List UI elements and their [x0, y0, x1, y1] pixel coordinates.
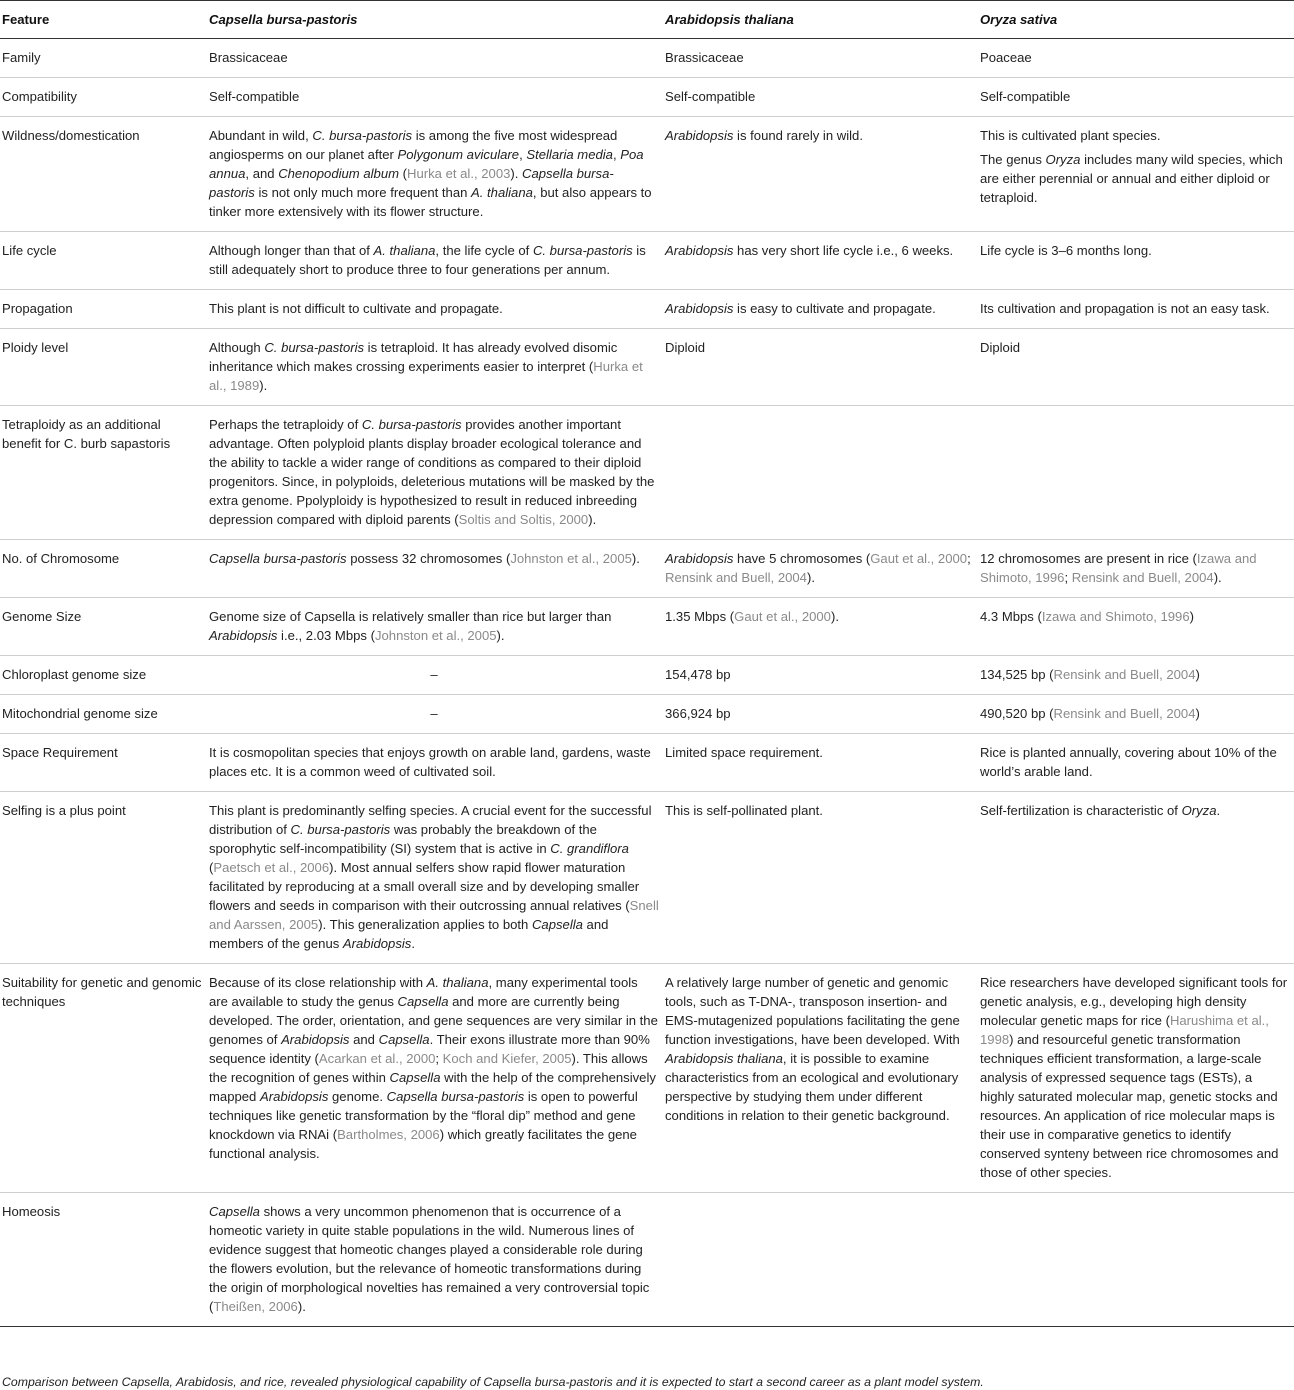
row-label: Tetraploidy as an additional benefit for C. burb sapastoris — [0, 406, 207, 540]
capsella-cell: – — [207, 695, 663, 734]
capsella-cell: This plant is predominantly selfing species. A crucial event for the successful distribution of C. bursa-pastoris was probably the breakdown of the sporophytic self-incompatibility (SI) system that is active in C. grandiflora (Paetsch et al., 2006). Most annual selfers show rapid flower maturation facilitated by reproducing at a small overall size and by developing smaller flowers and seeds in comparison with their outcrossing annual relatives (Snell and Aarssen, 2005). This generalization applies to both Capsella and members of the genus Arabidopsis. — [207, 792, 663, 964]
table-row — [0, 656, 1294, 695]
header-feature: Feature — [0, 1, 207, 39]
row-label: Chloroplast genome size — [0, 656, 207, 695]
table-row — [0, 1193, 1294, 1327]
capsella-cell: It is cosmopolitan species that enjoys growth on arable land, gardens, waste places etc. It is a common weed of cultivated soil. — [207, 734, 663, 792]
arabidopsis-cell: Arabidopsis has very short life cycle i.e., 6 weeks. — [663, 232, 978, 290]
row-label: Ploidy level — [0, 329, 207, 406]
table-row — [0, 598, 1294, 656]
citation-link[interactable]: Gaut et al., 2000 — [734, 609, 831, 624]
oryza-cell: Poaceae — [978, 39, 1294, 78]
capsella-cell: Capsella bursa-pastoris possess 32 chromosomes (Johnston et al., 2005). — [207, 540, 663, 598]
citation-link[interactable]: Hurka et al., 2003 — [407, 166, 511, 181]
citation-link[interactable]: Izawa and Shimoto, 1996 — [980, 551, 1257, 585]
oryza-cell: Rice researchers have developed significant tools for genetic analysis, e.g., developing high density molecular genetic maps for rice (Harushima et al., 1998) and resourceful genetic transformation techniques efficient transformation, a large-scale analysis of expressed sequence tags (ESTs), a highly saturated molecular map, genetic stocks and resources. An application of rice molecular maps is their use in comparative genetics to identify conserved synteny between rice chromosomes and those of other species. — [978, 964, 1294, 1193]
oryza-cell: 4.3 Mbps (Izawa and Shimoto, 1996) — [978, 598, 1294, 656]
oryza-cell: 12 chromosomes are present in rice (Izawa and Shimoto, 1996; Rensink and Buell, 2004). — [978, 540, 1294, 598]
citation-link[interactable]: Soltis and Soltis, 2000 — [458, 512, 589, 527]
row-label: No. of Chromosome — [0, 540, 207, 598]
oryza-cell — [978, 406, 1294, 540]
header-oryza: Oryza sativa — [978, 1, 1294, 39]
citation-link[interactable]: Bartholmes, 2006 — [337, 1127, 440, 1142]
arabidopsis-cell — [663, 406, 978, 540]
oryza-cell: Diploid — [978, 329, 1294, 406]
row-label: Selfing is a plus point — [0, 792, 207, 964]
capsella-cell: Abundant in wild, C. bursa-pastoris is among the five most widespread angiosperms on our planet after Polygonum aviculare, Stellaria media, Poa annua, and Chenopodium album (Hurka et al., 2003). Capsella bursa-pastoris is not only much more frequent than A. thaliana, but also appears to tinker more extensively with its flower structure. — [207, 117, 663, 232]
arabidopsis-cell: Arabidopsis is easy to cultivate and propagate. — [663, 290, 978, 329]
arabidopsis-cell: 366,924 bp — [663, 695, 978, 734]
citation-link[interactable]: Johnston et al., 2005 — [510, 551, 632, 566]
table-row — [0, 78, 1294, 117]
capsella-cell: This plant is not difficult to cultivate and propagate. — [207, 290, 663, 329]
oryza-cell: Life cycle is 3–6 months long. — [978, 232, 1294, 290]
capsella-cell: – — [207, 656, 663, 695]
row-label: Homeosis — [0, 1193, 207, 1327]
row-label: Space Requirement — [0, 734, 207, 792]
citation-link[interactable]: Theißen, 2006 — [213, 1299, 298, 1314]
citation-link[interactable]: Paetsch et al., 2006 — [213, 860, 330, 875]
table-row — [0, 406, 1294, 540]
oryza-cell: Its cultivation and propagation is not an easy task. — [978, 290, 1294, 329]
header-capsella: Capsella bursa-pastoris — [207, 1, 663, 39]
arabidopsis-cell: 1.35 Mbps (Gaut et al., 2000). — [663, 598, 978, 656]
table-row — [0, 232, 1294, 290]
row-label: Wildness/domestication — [0, 117, 207, 232]
capsella-cell: Although longer than that of A. thaliana, the life cycle of C. bursa-pastoris is still adequately short to produce three to four generations per annum. — [207, 232, 663, 290]
row-label: Life cycle — [0, 232, 207, 290]
citation-link[interactable]: Harushima et al., 1998 — [980, 1013, 1269, 1047]
row-label: Propagation — [0, 290, 207, 329]
arabidopsis-cell: Diploid — [663, 329, 978, 406]
arabidopsis-cell — [663, 1193, 978, 1327]
citation-link[interactable]: Gaut et al., 2000 — [870, 551, 968, 566]
arabidopsis-cell: This is self-pollinated plant. — [663, 792, 978, 964]
capsella-cell: Perhaps the tetraploidy of C. bursa-pastoris provides another important advantage. Often polyploid plants display broader ecological tolerance and the ability to tackle a wider range of conditions as compared to their diploid progenitors. Since, in polyploids, deleterious mutations will be masked by the extra genome. Ppolyploidy is hypothesized to result in reduced inbreeding depression compared with diploid parents (Soltis and Soltis, 2000). — [207, 406, 663, 540]
oryza-cell: 134,525 bp (Rensink and Buell, 2004) — [978, 656, 1294, 695]
table-row — [0, 734, 1294, 792]
header-arabidopsis: Arabidopsis thaliana — [663, 1, 978, 39]
row-label: Compatibility — [0, 78, 207, 117]
oryza-cell: Self-fertilization is characteristic of Oryza. — [978, 792, 1294, 964]
table-row — [0, 540, 1294, 598]
oryza-cell: Rice is planted annually, covering about 10% of the world’s arable land. — [978, 734, 1294, 792]
arabidopsis-cell: A relatively large number of genetic and genomic tools, such as T-DNA-, transposon insertion- and EMS-mutagenized populations facilitating the gene function investigations, have been developed. With Arabidopsis thaliana, it is possible to examine characteristics from an ecological and evolutionary perspective by studying them under different conditions in relation to their genetic background. — [663, 964, 978, 1193]
table-row — [0, 329, 1294, 406]
arabidopsis-cell: Arabidopsis is found rarely in wild. — [663, 117, 978, 232]
capsella-cell: Self-compatible — [207, 78, 663, 117]
capsella-cell: Because of its close relationship with A. thaliana, many experimental tools are available to study the genus Capsella and more are currently being developed. The order, orientation, and gene sequences are very similar in the genomes of Arabidopsis and Capsella. Their exons illustrate more than 90% sequence identity (Acarkan et al., 2000; Koch and Kiefer, 2005). This allows the recognition of genes within Capsella with the help of the comprehensively mapped Arabidopsis genome. Capsella bursa-pastoris is open to powerful techniques like genetic transformation by the “floral dip” method and gene knockdown via RNAi (Bartholmes, 2006) which greatly facilitates the gene functional analysis. — [207, 964, 663, 1193]
arabidopsis-cell: 154,478 bp — [663, 656, 978, 695]
table-caption: Comparison between Capsella, Arabidosis, and rice, revealed physiological capability of Capsella bursa-pastoris and it is expected to start a second career as a plant model system. — [2, 1375, 984, 1389]
citation-link[interactable]: Acarkan et al., 2000 — [318, 1051, 436, 1066]
table-row — [0, 964, 1294, 1193]
row-label: Mitochondrial genome size — [0, 695, 207, 734]
oryza-cell: Self-compatible — [978, 78, 1294, 117]
table-row — [0, 39, 1294, 78]
arabidopsis-cell: Arabidopsis have 5 chromosomes (Gaut et al., 2000; Rensink and Buell, 2004). — [663, 540, 978, 598]
citation-link[interactable]: Rensink and Buell, 2004 — [1053, 667, 1196, 682]
citation-link[interactable]: Rensink and Buell, 2004 — [665, 570, 807, 585]
citation-link[interactable]: Koch and Kiefer, 2005 — [442, 1051, 572, 1066]
row-label: Suitability for genetic and genomic techniques — [0, 964, 207, 1193]
citation-link[interactable]: Johnston et al., 2005 — [374, 628, 497, 643]
capsella-cell: Capsella shows a very uncommon phenomenon that is occurrence of a homeotic variety in quite stable populations in the wild. Numerous lines of evidence suggest that homeotic changes played a considerable role during the flowers evolution, but the relevance of homeotic transformations during the origin of morphological novelties has remained a very controversial topic (Theißen, 2006). — [207, 1193, 663, 1327]
arabidopsis-cell: Brassicaceae — [663, 39, 978, 78]
citation-link[interactable]: Rensink and Buell, 2004 — [1053, 706, 1196, 721]
citation-link[interactable]: Snell and Aarssen, 2005 — [209, 898, 659, 932]
citation-link[interactable]: Hurka et al., 1989 — [209, 359, 643, 393]
capsella-cell: Brassicaceae — [207, 39, 663, 78]
capsella-cell: Although C. bursa-pastoris is tetraploid. It has already evolved disomic inheritance which makes crossing experiments easier to interpret (Hurka et al., 1989). — [207, 329, 663, 406]
oryza-cell: 490,520 bp (Rensink and Buell, 2004) — [978, 695, 1294, 734]
table-row — [0, 117, 1294, 232]
capsella-cell: Genome size of Capsella is relatively smaller than rice but larger than Arabidopsis i.e., 2.03 Mbps (Johnston et al., 2005). — [207, 598, 663, 656]
table-row — [0, 290, 1294, 329]
table-row — [0, 695, 1294, 734]
header-row — [0, 1, 1294, 39]
citation-link[interactable]: Rensink and Buell, 2004 — [1071, 570, 1214, 585]
row-label: Genome Size — [0, 598, 207, 656]
arabidopsis-cell: Limited space requirement. — [663, 734, 978, 792]
row-label: Family — [0, 39, 207, 78]
citation-link[interactable]: Izawa and Shimoto, 1996 — [1041, 609, 1190, 624]
arabidopsis-cell: Self-compatible — [663, 78, 978, 117]
table-row — [0, 792, 1294, 964]
oryza-cell: This is cultivated plant species. The genus Oryza includes many wild species, which are either perennial or annual and either diploid or tetraploid. — [978, 117, 1294, 232]
oryza-cell — [978, 1193, 1294, 1327]
